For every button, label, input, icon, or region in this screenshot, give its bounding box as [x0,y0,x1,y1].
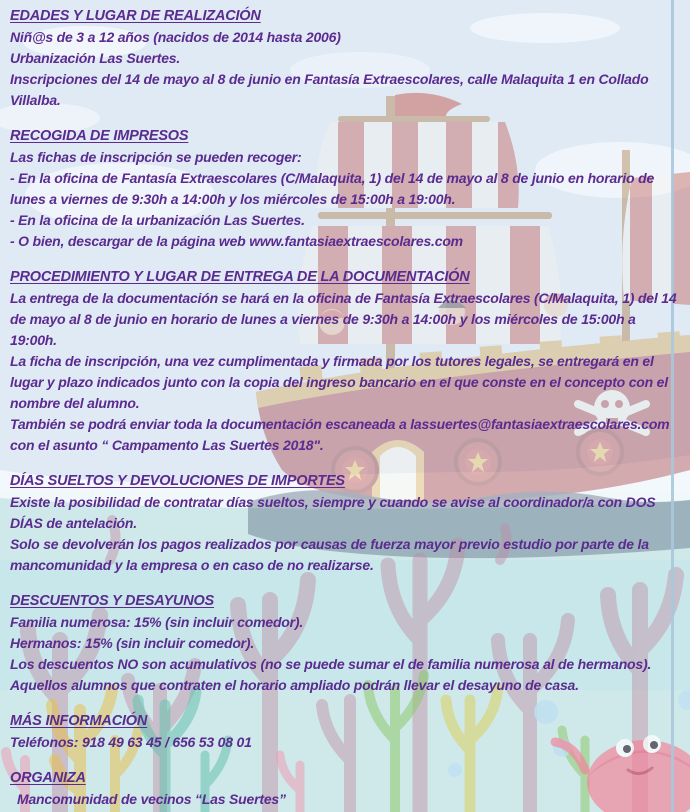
paragraph: - O bien, descargar de la página web www.fantasiaextraescolares.com [10,233,463,249]
section-dias-sueltos [10,471,684,576]
paragraph: Los descuentos NO son acumulativos (no se puede sumar el de familia numerosa al de hermanos). [10,656,652,672]
section-heading: MÁS INFORMACIÓN [10,713,148,729]
section-heading: RECOGIDA DE IMPRESOS [10,128,189,144]
paragraph: Inscripciones del 14 de mayo al 8 de junio en Fantasía Extraescolares, calle Malaquita 1 en Collado Villalba. [10,71,649,108]
paragraph: - En la oficina de Fantasía Extraescolares (C/Malaquita, 1) del 14 de mayo al 8 de junio en horario de lunes a viernes de 9:30h a 14:00h y los miércoles de 15:00h a 19:00h. [10,170,655,207]
section-heading: DÍAS SUELTOS Y DEVOLUCIONES DE IMPORTES [10,473,345,489]
paragraph: La ficha de inscripción, una vez cumplimentada y firmada por los tutores legales, se entregará en el lugar y plazo indicados junto con la copia del ingreso bancario en el que conste en el concepto con el nombre del alumno. [10,353,668,411]
section-heading: EDADES Y LUGAR DE REALIZACIÓN [10,8,261,24]
paragraph: La entrega de la documentación se hará en la oficina de Fantasía Extraescolares (C/Malaquita, 1) del 14 de mayo al 8 de junio en horario de lunes a viernes de 9:30h a 14:00h y los miércoles de 15:00h a 19:00h. [10,290,677,348]
section-recogida [10,126,684,252]
phone-numbers: Teléfonos: 918 49 63 45 / 656 53 08 01 [10,734,252,750]
paragraph: Familia numerosa: 15% (sin incluir comedor). [10,614,304,630]
section-mas-informacion [10,711,684,753]
paragraph: Existe la posibilidad de contratar días sueltos, siempre y cuando se avise al coordinador/a con DOS DÍAS de antelación. [10,494,656,531]
section-descuentos [10,591,684,696]
section-procedimiento [10,267,684,456]
paragraph: También se podrá enviar toda la documentación escaneada a lassuertes@fantasiaextraescolares.com con el asunto “ Campamento Las Suertes 2018". [10,416,670,453]
section-edades [10,6,684,111]
section-heading: PROCEDIMIENTO Y LUGAR DE ENTREGA DE LA DOCUMENTACIÓN [10,269,470,285]
paragraph: Las fichas de inscripción se pueden recoger: [10,149,302,165]
paragraph: Hermanos: 15% (sin incluir comedor). [10,635,255,651]
organizer-name: Mancomunidad de vecinos “Las Suertes” [17,791,286,807]
paragraph: - En la oficina de la urbanización Las Suertes. [10,212,305,228]
paragraph: Solo se devolverán los pagos realizados por causas de fuerza mayor previo estudio por parte de la mancomunidad y la empresa o en caso de no realizarse. [10,536,649,573]
paragraph: Niñ@s de 3 a 12 años (nacidos de 2014 hasta 2006) [10,29,341,45]
paragraph: Urbanización Las Suertes. [10,50,181,66]
paragraph: Aquellos alumnos que contraten el horario ampliado podrán llevar el desayuno de casa. [10,677,579,693]
section-heading: DESCUENTOS Y DESAYUNOS [10,593,215,609]
section-organiza [10,768,684,810]
section-heading: ORGANIZA [10,770,86,786]
